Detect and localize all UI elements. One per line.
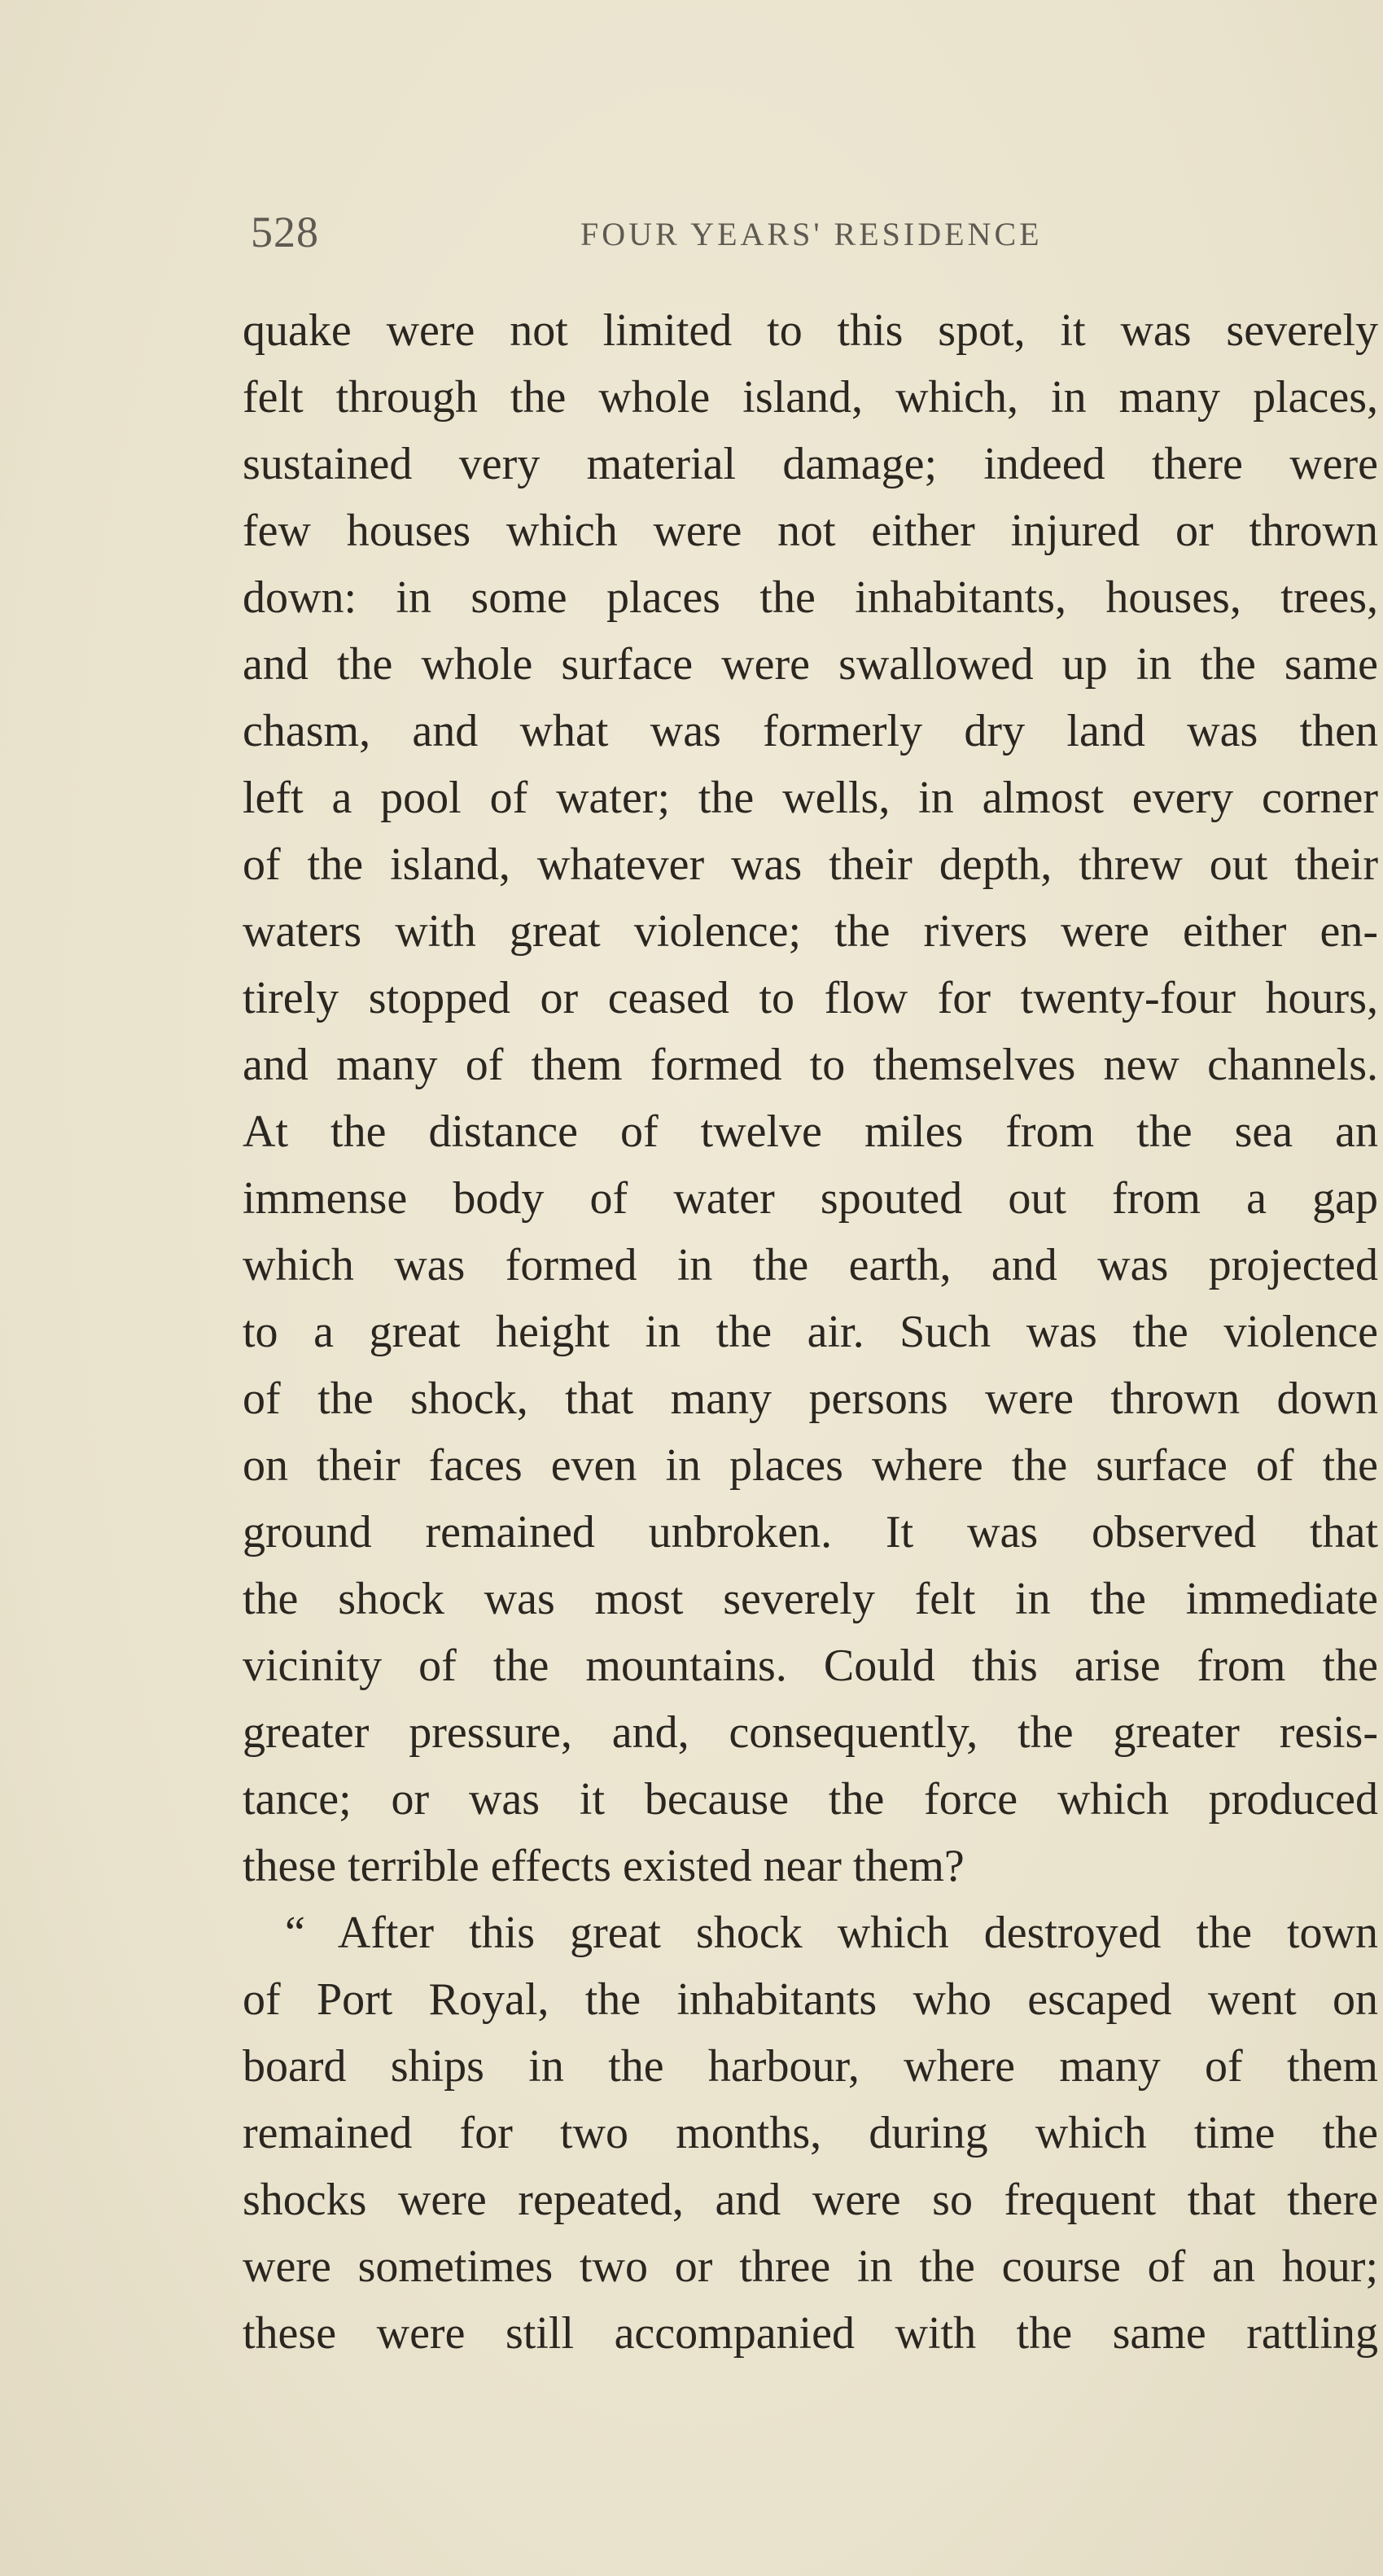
body-text — [243, 297, 1378, 2367]
text-line: tance; or was it because the force which produced — [243, 1774, 1378, 1825]
text-line: which was formed in the earth, and was projected — [243, 1240, 1378, 1290]
paragraph-start-line: “ After this great shock which destroyed the town — [285, 1908, 1378, 1958]
text-line: quake were not limited to this spot, it was severely — [243, 305, 1378, 356]
text-line: At the distance of twelve miles from the sea an — [243, 1106, 1378, 1157]
text-line: chasm, and what was formerly dry land was then — [243, 706, 1378, 756]
text-line: down: in some places the inhabitants, houses, trees, — [243, 572, 1378, 623]
text-line: were sometimes two or three in the course of an hour; — [243, 2241, 1378, 2292]
text-line: ground remained unbroken. It was observed that — [243, 1507, 1378, 1557]
text-line: immense body of water spouted out from a gap — [243, 1173, 1378, 1224]
text-line: the shock was most severely felt in the immediate — [243, 1574, 1378, 1624]
text-line: shocks were repeated, and were so frequent that there — [243, 2175, 1378, 2225]
text-line: of Port Royal, the inhabitants who escaped went on — [243, 1974, 1378, 2025]
text-line: few houses which were not either injured or thrown — [243, 506, 1378, 556]
text-line: vicinity of the mountains. Could this arise from the — [243, 1641, 1378, 1691]
running-title: FOUR YEARS' RESIDENCE — [580, 216, 1043, 252]
text-line: to a great height in the air. Such was the violence — [243, 1307, 1378, 1357]
text-line: of the shock, that many persons were thrown down — [243, 1373, 1378, 1424]
text-line: sustained very material damage; indeed there were — [243, 439, 1378, 489]
text-line: and many of them formed to themselves new channels. — [243, 1040, 1378, 1090]
text-line: waters with great violence; the rivers were either en- — [243, 906, 1378, 957]
page-number: 528 — [251, 208, 319, 256]
text-line: and the whole surface were swallowed up in the same — [243, 639, 1378, 690]
text-line: of the island, whatever was their depth, threw out their — [243, 839, 1378, 890]
text-line: greater pressure, and, consequently, the greater resis- — [243, 1707, 1378, 1758]
paragraph-end-line: these terrible effects existed near them? — [243, 1841, 965, 1891]
text-line: on their faces even in places where the surface of the — [243, 1440, 1378, 1491]
text-line: left a pool of water; the wells, in almost every corner — [243, 773, 1378, 823]
text-line: tirely stopped or ceased to flow for twenty-four hours, — [243, 973, 1378, 1023]
page-header — [251, 204, 1374, 261]
text-line: board ships in the harbour, where many of them — [243, 2041, 1378, 2092]
text-line: felt through the whole island, which, in many places, — [243, 372, 1378, 423]
text-line: remained for two months, during which time the — [243, 2108, 1378, 2158]
text-line: these were still accompanied with the same rattling — [243, 2308, 1378, 2359]
